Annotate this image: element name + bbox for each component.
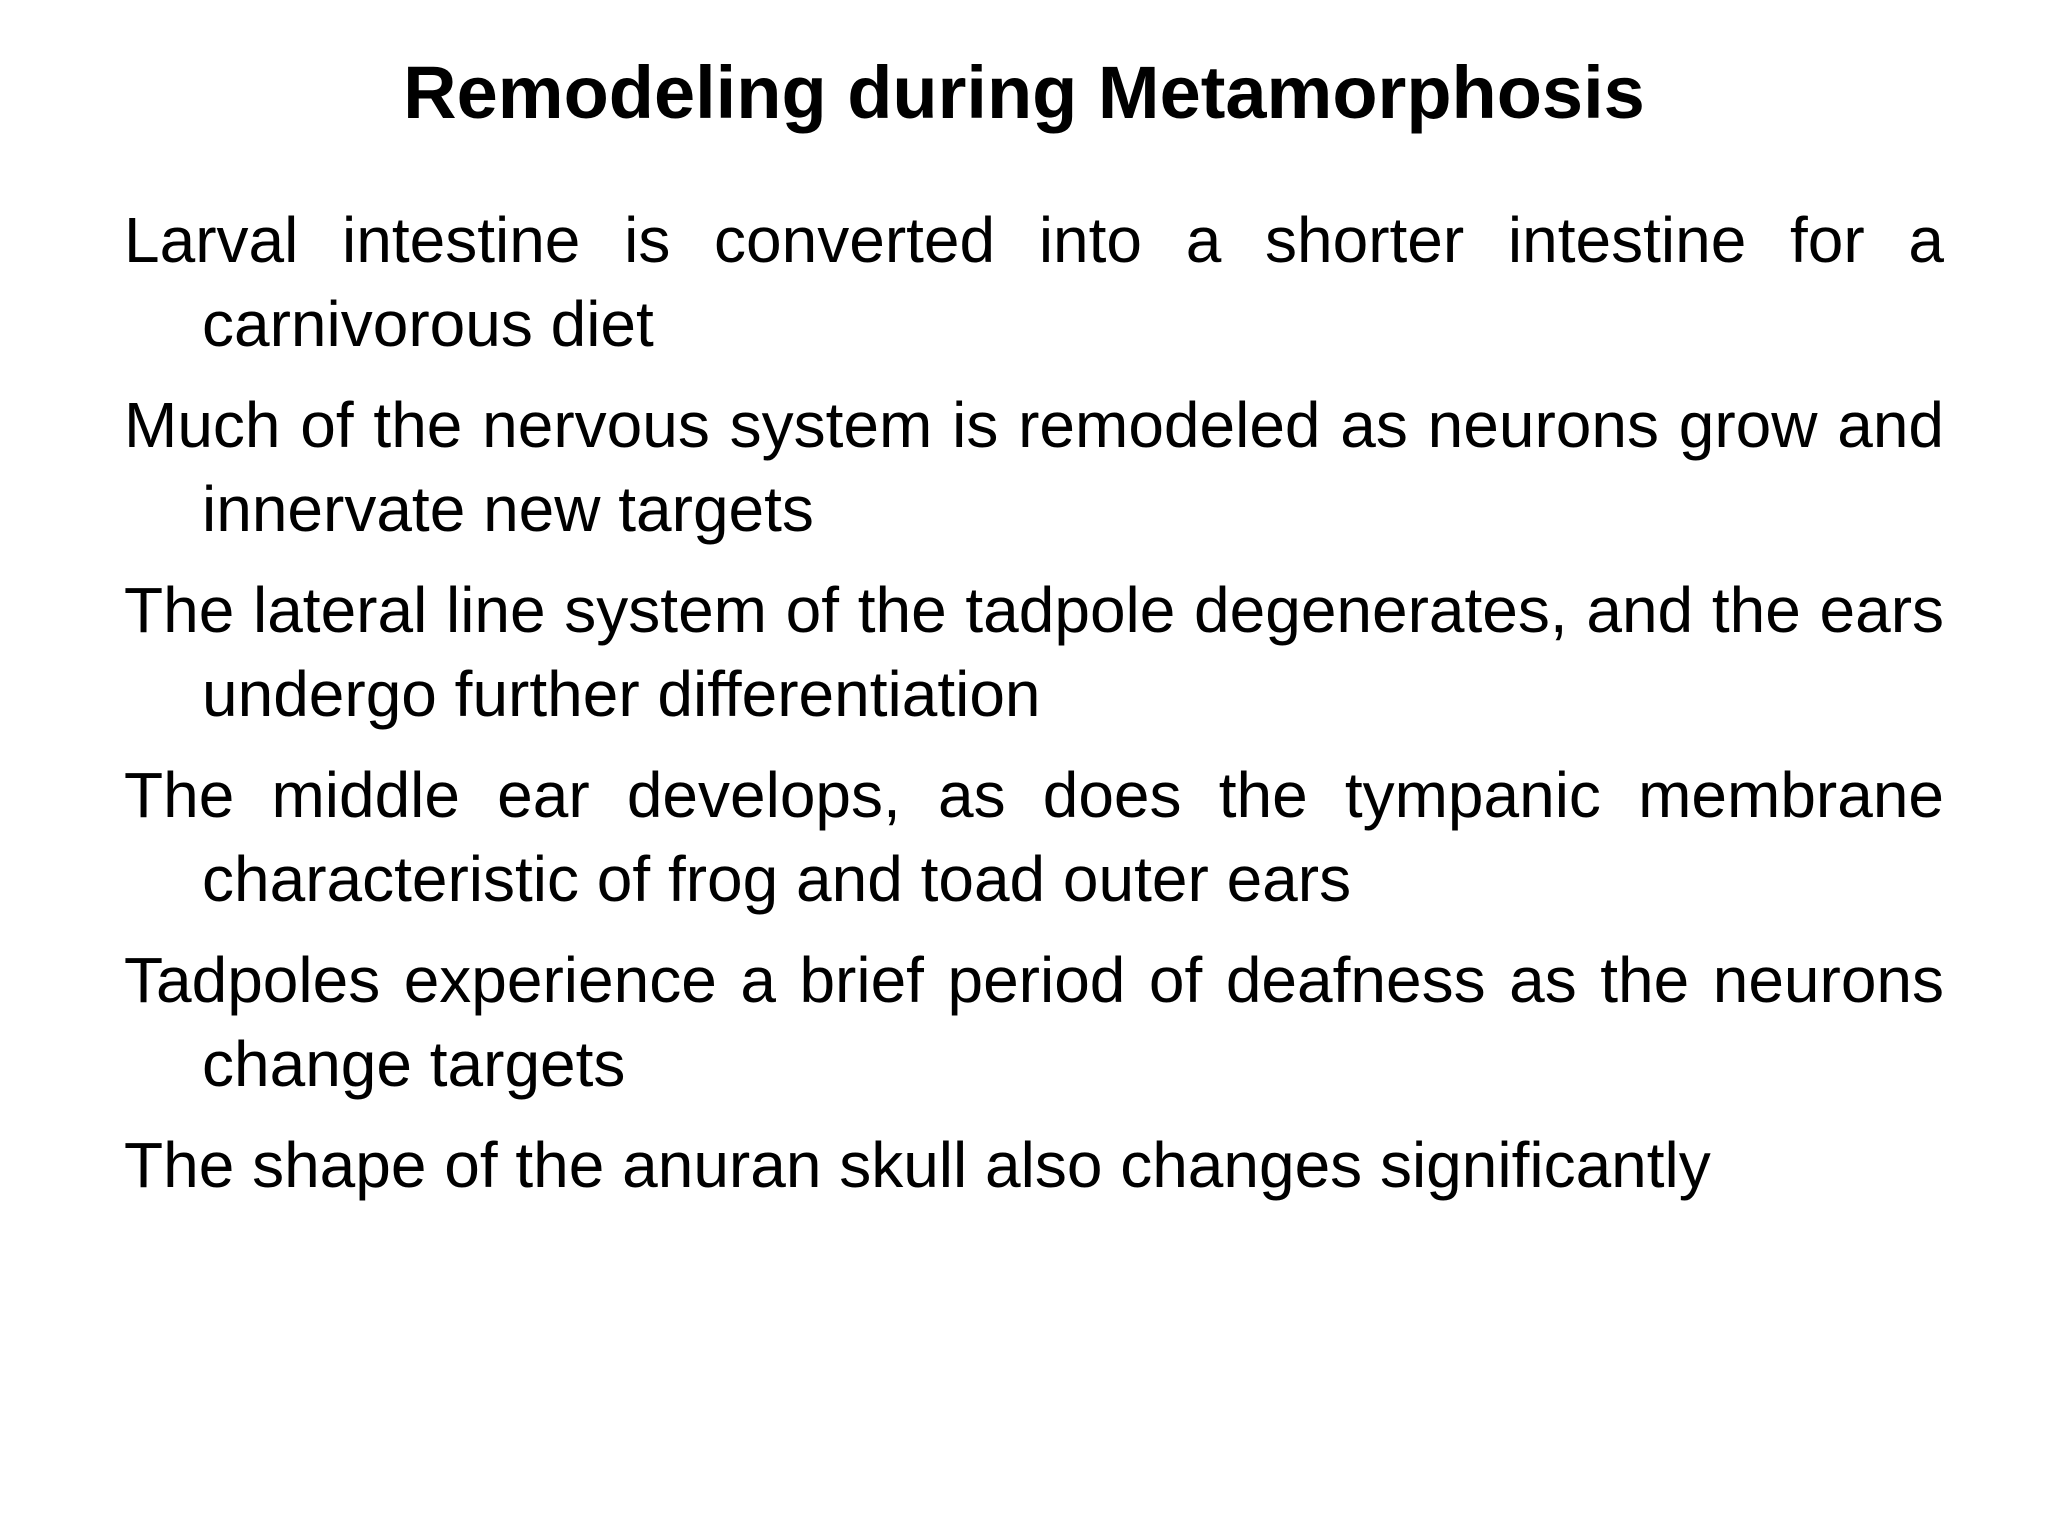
bullet-item: Larval intestine is converted into a shorter intestine for a carnivorous diet — [124, 204, 1944, 360]
bullet-item: Much of the nervous system is remodeled as neurons grow and innervate new targets — [124, 389, 1944, 545]
slide-title: Remodeling during Metamorphosis — [403, 51, 1645, 134]
bullet-list — [124, 198, 1944, 1224]
bullet-item: The lateral line system of the tadpole degenerates, and the ears undergo further differentiation — [124, 574, 1944, 730]
bullet-item: The middle ear develops, as does the tympanic membrane characteristic of frog and toad outer ears — [124, 759, 1944, 915]
bullet-item: The shape of the anuran skull also changes significantly — [124, 1129, 1711, 1201]
bullet-item: Tadpoles experience a brief period of deafness as the neurons change targets — [124, 944, 1944, 1100]
